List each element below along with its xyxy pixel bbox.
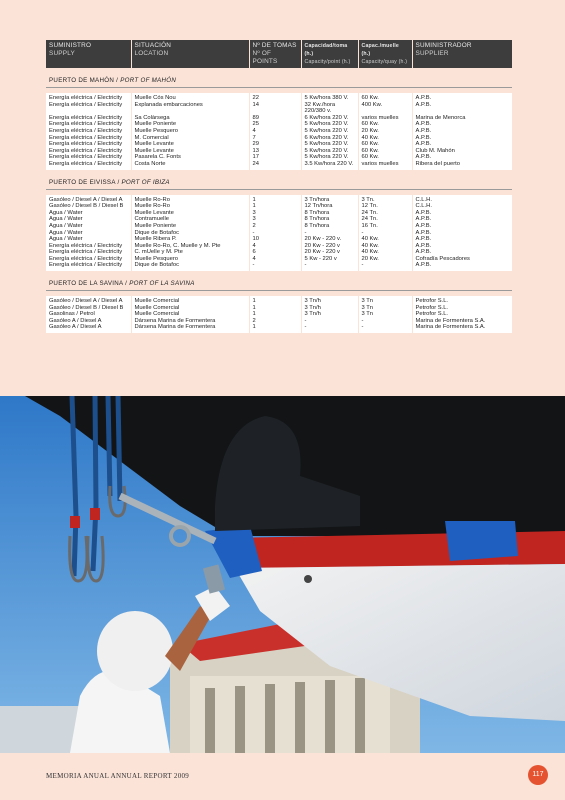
table-cell: A.P.B. [412,128,512,135]
table-cell: 20 Kw - 220 v [301,243,358,250]
table-cell: 6 Kw/hora 220 V. [301,135,358,142]
table-cell: Energía eléctrica / Electricity [46,249,131,256]
table-cell: 60 Kw. [358,121,412,128]
table-cell: 6 [249,249,301,256]
header-label: Capacidad/toma (h.) [304,43,348,57]
table-cell: 3 [249,216,301,223]
table-row [46,236,512,243]
header-label-en: Capacity/point (h.) [304,59,351,65]
table-cell: 3 [249,210,301,217]
table-cell: Pasarela C. Fonts [131,154,249,161]
table-cell: 3 Tn/hora [301,195,358,204]
table-cell: Energía eléctrica / Electricity [46,148,131,155]
header-label: SUMINISTRADOR [415,42,472,49]
header-label-en: SUPPLY [49,50,75,57]
table-cell [358,108,412,115]
table-row [46,102,512,109]
table-cell: 29 [249,141,301,148]
table-cell: Energía eléctrica / Electricity [46,256,131,263]
table-cell: Petrofor S.L. [412,311,512,318]
table-cell: Petrofor S.L. [412,305,512,312]
table-cell: A.P.B. [412,236,512,243]
table-row [46,243,512,250]
section-title-en: PORT OF LA SAVINA [129,280,195,288]
table-cell: A.P.B. [412,216,512,223]
table-cell: - [358,262,412,271]
table-row [46,230,512,237]
header-label: SITUACIÓN [134,42,172,49]
header-label-en: LOCATION [134,50,169,57]
table-cell: 5 Kw/hora 220 V. [301,121,358,128]
table-cell [412,108,512,115]
table-cell: Marina de Formentera S.A. [412,318,512,325]
table-cell: 16 Tn. [358,223,412,230]
table-cell: 1 [249,195,301,204]
header-label: SUMINISTRO [49,42,92,49]
table-cell: Energía eléctrica / Electricity [46,243,131,250]
table-cell: 2 [249,318,301,325]
report-title: MEMORIA ANUAL ANNUAL REPORT 2009 [46,772,190,780]
table-cell: - [249,230,301,237]
table-cell [131,108,249,115]
table-cell: 1 [249,203,301,210]
table-cell: A.P.B. [412,223,512,230]
table-cell: A.P.B. [412,243,512,250]
table-cell: 3 Tn/h [301,305,358,312]
table-cell: 400 Kw. [358,102,412,109]
table-cell: 4 [249,128,301,135]
table-cell: Energía eléctrica / Electricity [46,128,131,135]
table-cell: Dársena Marina de Formentera [131,324,249,333]
table-cell: 12 Tn. [358,203,412,210]
table-row [46,216,512,223]
supply-table [46,40,513,333]
table-cell: 8 Tn/hora [301,216,358,223]
table-cell: C.L.H. [412,195,512,204]
table-row [46,249,512,256]
table-cell: - [301,230,358,237]
table-cell: 20 Kw. [358,256,412,263]
table-row [46,108,512,115]
table-cell: Gasolinas / Petrol [46,311,131,318]
table-cell: Muelle Cós Nou [131,93,249,102]
table-cell: 1 [249,305,301,312]
table-cell: Cofradía Pescadores [412,256,512,263]
table-cell: 40 Kw. [358,135,412,142]
header-points [249,40,301,68]
section-title-en: PORT OF IBIZA [121,178,170,186]
table-cell: A.P.B. [412,154,512,161]
table-cell: - [358,230,412,237]
table-cell: A.P.B. [412,135,512,142]
table-cell: Muelle Ro-Ro [131,203,249,210]
header-capacity-point [301,40,358,68]
header-supplier [412,40,512,68]
table-cell: Muelle Pesquero [131,128,249,135]
table-cell: 24 Tn. [358,210,412,217]
table-cell: Agua / Water [46,223,131,230]
table-cell: 3 Tn [358,311,412,318]
table-cell: 25 [249,121,301,128]
table-cell: 1 [249,311,301,318]
table-cell: 22 [249,93,301,102]
table-row [46,135,512,142]
table-row [46,128,512,135]
table-row [46,141,512,148]
table-cell: Energía eléctrica / Electricity [46,102,131,109]
table-cell: 8 Tn/hora [301,223,358,230]
table-cell: Muelle Levante [131,148,249,155]
table-cell: Agua / Water [46,210,131,217]
table-cell: 20 Kw - 220 v. [301,236,358,243]
table-cell: 13 [249,148,301,155]
table-row [46,203,512,210]
table-cell: 20 Kw - 220 v [301,249,358,256]
table-cell: Muelle Poniente [131,223,249,230]
table-cell: Dique de Botafoc [131,230,249,237]
table-cell: Muelle Pesquero [131,256,249,263]
table-cell: 8 Tn/hora [301,210,358,217]
table-cell: Gasóleo A / Diesel A [46,324,131,333]
table-cell: Gasóleo / Diesel B / Diesel B [46,203,131,210]
table-cell: 40 Kw. [358,236,412,243]
table-row [46,115,512,122]
table-cell: Muelle Ro-Ro [131,195,249,204]
table-cell: varios muelles [358,161,412,170]
section-title [46,271,512,291]
table-cell: Energía eléctrica / Electricity [46,135,131,142]
section-title [46,170,512,190]
table-cell: - [301,262,358,271]
table-cell: 24 Tn. [358,216,412,223]
table-cell [46,108,131,115]
table-cell: varios muelles [358,115,412,122]
table-cell: Muelle Comercial [131,311,249,318]
table-cell: 3.5 Kw/hora 220 V. [301,161,358,170]
header-label: Nº DE TOMAS [252,42,297,49]
table-row [46,161,512,170]
table-cell: Muelle Ro-Ro, C. Muelle y M. Pte [131,243,249,250]
table-cell: 5 Kw - 220 v [301,256,358,263]
table-row [46,311,512,318]
table-header-row [46,40,512,68]
table-cell: - [249,262,301,271]
table-cell: Gasóleo / Diesel A / Diesel A [46,195,131,204]
table-row [46,148,512,155]
table-cell: Muelle Ribera P. [131,236,249,243]
table-cell: Muelle Comercial [131,305,249,312]
section-title-row [46,68,512,88]
table-cell: 2 [249,223,301,230]
table-cell: Muelle Levante [131,210,249,217]
table-cell: 40 Kw. [358,243,412,250]
header-label-en: Nº OF POINTS [252,50,278,65]
table-cell: 60 Kw. [358,154,412,161]
table-cell: Muelle Levante [131,141,249,148]
table-row [46,195,512,204]
table-cell: 20 Kw. [358,128,412,135]
table-cell: 14 [249,102,301,109]
table-row [46,296,512,305]
table-cell: - [301,324,358,333]
table-cell: Club M. Mahón [412,148,512,155]
table-cell: Agua / Water [46,216,131,223]
header-capacity-quay [358,40,412,68]
table-cell: Muelle Comercial [131,296,249,305]
table-cell: 5 Kw/hora 220 V. [301,154,358,161]
table-cell: C. mUelle y M. Pte [131,249,249,256]
table-cell: 17 [249,154,301,161]
table-cell: Energía eléctrica / Electricity [46,93,131,102]
table-row [46,256,512,263]
page-number-badge: 117 [528,765,548,785]
header-label-en: Capacity/quay (h.) [361,59,408,65]
table-row [46,121,512,128]
table-cell [249,108,301,115]
header-supply [46,40,131,68]
table-cell: A.P.B. [412,121,512,128]
section-title-es: PUERTO DE MAHÓN / [49,77,121,84]
table-cell: 5 Kw/hora 380 V. [301,93,358,102]
table-cell: 6 Kw/hora 220 V. [301,115,358,122]
table-cell: C.L.H. [412,203,512,210]
table-row [46,262,512,271]
table-cell: A.P.B. [412,210,512,217]
table-cell: Marina de Formentera S.A. [412,324,512,333]
section-title-row [46,170,512,190]
table-cell: 5 Kw/hora 220 V. [301,148,358,155]
table-cell: A.P.B. [412,93,512,102]
table-cell: A.P.B. [412,230,512,237]
table-cell: Dársena Marina de Formentera [131,318,249,325]
table-cell: Energía eléctrica / Electricity [46,141,131,148]
table-cell: A.P.B. [412,102,512,109]
table-row [46,318,512,325]
table-cell: 3 Tn/h [301,296,358,305]
table-cell: 4 [249,243,301,250]
table-cell: 24 [249,161,301,170]
table-cell: Energía eléctrica / Electricity [46,121,131,128]
table-cell: 60 Kw. [358,93,412,102]
table-cell: 32 Kw./hora [301,102,358,109]
table-row [46,93,512,102]
table-cell: Energía eléctrica / Electricity [46,154,131,161]
table-cell: 60 Kw. [358,141,412,148]
table-cell: - [301,318,358,325]
section-title-es: PUERTO DE EIVISSA / [49,178,122,186]
table-cell: Petrofor S.L. [412,296,512,305]
table-cell: A.P.B. [412,249,512,256]
table-row [46,305,512,312]
table-cell: - [358,324,412,333]
table-cell: 4 [249,256,301,263]
table-cell: 1 [249,296,301,305]
table-cell: 40 Kw. [358,249,412,256]
table-cell: 60 Kw. [358,148,412,155]
table-row [46,210,512,217]
table-cell: 3 Tn [358,305,412,312]
table-row [46,324,512,333]
table-row [46,223,512,230]
table-cell: Sa Colàrsega [131,115,249,122]
table-cell: Marina de Menorca [412,115,512,122]
table-cell: 3 Tn/h [301,311,358,318]
section-title-es: PUERTO DE LA SAVINA / [49,280,130,288]
table-cell: Gasóleo / Diesel A / Diesel A [46,296,131,305]
table-cell: Ribera del puerto [412,161,512,170]
table-row [46,154,512,161]
section-title [46,68,512,88]
header-label: Capac./muelle (h.) [361,43,399,57]
section-title-row [46,271,512,291]
table-cell: 10 [249,236,301,243]
table-cell: 5 Kw/hora 220 V. [301,141,358,148]
table-cell: Gasóleo / Diesel B / Diesel B [46,305,131,312]
table-cell: Energía eléctrica / Electricity [46,161,131,170]
table-cell: Dique de Botafoc [131,262,249,271]
table-cell: 12 Tn/hora [301,203,358,210]
table-cell: A.P.B. [412,141,512,148]
table-cell: 3 Tn [358,296,412,305]
table-cell: Explanada embarcaciones [131,102,249,109]
table-cell: - [358,318,412,325]
boat-painting-photo [0,396,565,753]
supply-table-container [46,40,512,333]
photo-illustration [0,396,565,753]
table-cell: 220/380 v. [301,108,358,115]
header-location [131,40,249,68]
table-cell: Agua / Water [46,230,131,237]
table-cell: 7 [249,135,301,142]
table-cell: M. Comercial [131,135,249,142]
table-cell: Costa Norte [131,161,249,170]
table-cell: Energía eléctrica / Electricity [46,115,131,122]
table-cell: 3 Tn. [358,195,412,204]
header-label-en: SUPPLIER [415,50,449,57]
table-cell: A.P.B. [412,262,512,271]
table-cell: Gasóleo A / Diesel A [46,318,131,325]
table-cell: Muelle Poniente [131,121,249,128]
table-cell: Agua / Water [46,236,131,243]
table-cell: 89 [249,115,301,122]
table-cell: 5 Kw/hora 220 V. [301,128,358,135]
table-cell: Contramuelle [131,216,249,223]
section-title-en: PORT OF MAHÓN [120,77,177,84]
table-cell: 1 [249,324,301,333]
table-cell: Energía eléctrica / Electricity [46,262,131,271]
